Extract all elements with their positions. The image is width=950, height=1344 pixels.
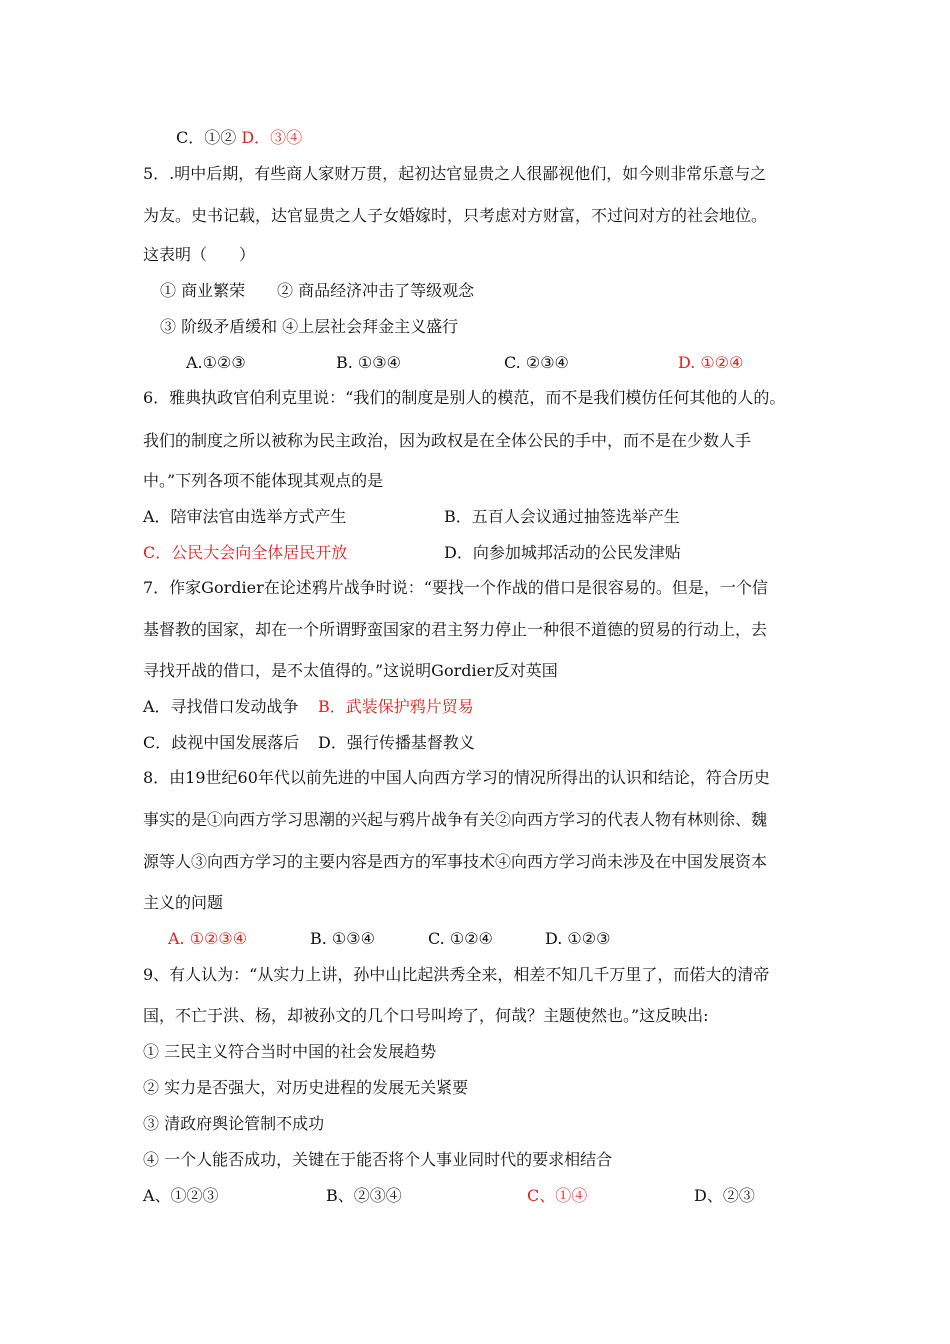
q6-option-c-answer: C．公民大会向全体居民开放 [143, 543, 348, 562]
q9-statement-4: ④ 一个人能否成功，关键在于能否将个人事业同时代的要求相结合 [143, 1150, 613, 1169]
q5-option-c: C. ②③④ [504, 353, 569, 372]
q5-stem-line3: 这表明（ ） [143, 245, 256, 264]
q7-stem-line1: 7．作家Gordier在论述鸦片战争时说：“要找一个作战的借口是很容易的。但是，一个信 [143, 578, 768, 597]
q8-stem-line2: 事实的是①向西方学习思潮的兴起与鸦片战争有关②向西方学习的代表人物有林则徐、魏 [143, 810, 768, 829]
q8-option-c: C. ①②④ [428, 929, 493, 948]
q5-option-b: B. ①③④ [336, 353, 401, 372]
q5-option-a: A.①②③ [186, 353, 246, 372]
q9-statement-3: ③ 清政府舆论管制不成功 [143, 1114, 325, 1133]
q8-option-b: B. ①③④ [310, 929, 375, 948]
q6-option-b: B．五百人会议通过抽签选举产生 [444, 507, 680, 526]
q9-option-d: D、②③ [694, 1186, 755, 1205]
q6-stem-line3: 中。”下列各项不能体现其观点的是 [143, 471, 384, 490]
q9-option-a: A、①②③ [143, 1186, 219, 1205]
q7-option-a: A．寻找借口发动战争 [143, 697, 299, 716]
q5-statement-1: ① 商业繁荣 [160, 281, 246, 300]
q8-stem-line4: 主义的问题 [143, 893, 224, 912]
q7-option-d: D．强行传播基督教义 [318, 733, 475, 752]
q7-stem-line2: 基督教的国家，却在一个所谓野蛮国家的君主努力停止一种很不道德的贸易的行动上，去 [143, 620, 768, 639]
q6-stem-line2: 我们的制度之所以被称为民主政治，因为政权是在全体公民的手中，而不是在少数人手 [143, 431, 752, 450]
q9-stem-line2: 国，不亡于洪、杨，却被孙文的几个口号叫垮了，何哉？主题使然也。”这反映出: [143, 1006, 709, 1025]
q5-option-d-answer: D. ①②④ [678, 353, 744, 372]
q9-statement-2: ② 实力是否强大，对历史进程的发展无关紧要 [143, 1078, 469, 1097]
q6-stem-line1: 6．雅典执政官伯利克里说：“我们的制度是别人的模范，而不是我们模仿任何其他的人的。 [143, 388, 786, 407]
q9-statement-1: ① 三民主义符合当时中国的社会发展趋势 [143, 1042, 437, 1061]
q8-stem-line1: 8．由19世纪60年代以前先进的中国人向西方学习的情况所得出的认识和结论，符合历史 [143, 768, 770, 787]
q8-option-a-answer: A. ①②③④ [168, 929, 248, 948]
q5-stem-line1: 5．.明中后期，有些商人家财万贯，起初达官显贵之人很鄙视他们，如今则非常乐意与之 [143, 164, 767, 183]
q7-option-c: C．歧视中国发展落后 [143, 733, 300, 752]
q9-option-c-answer: C、①④ [527, 1186, 588, 1205]
q4-options-cd [176, 128, 302, 148]
q6-option-d: D．向参加城邦活动的公民发津贴 [444, 543, 681, 562]
q4-option-c: C．①② [176, 128, 237, 147]
q4-option-d-answer: D．③④ [241, 128, 303, 147]
q9-stem-line1: 9、有人认为：“从实力上讲，孙中山比起洪秀全来，相差不知几千万里了，而偌大的清帝 [143, 965, 770, 984]
q5-statement-2: ② 商品经济冲击了等级观念 [277, 281, 475, 300]
q5-stem-line2: 为友。史书记载，达官显贵之人子女婚嫁时，只考虑对方财富，不过问对方的社会地位。 [143, 206, 768, 225]
q7-stem-line3: 寻找开战的借口，是不太值得的。”这说明Gordier反对英国 [143, 661, 558, 680]
q5-statements-3-4: ③ 阶级矛盾缓和 ④上层社会拜金主义盛行 [160, 317, 459, 336]
q6-option-a: A．陪审法官由选举方式产生 [143, 507, 347, 526]
q7-option-b-answer: B．武装保护鸦片贸易 [318, 697, 474, 716]
q8-stem-line3: 源等人③向西方学习的主要内容是西方的军事技术④向西方学习尚未涉及在中国发展资本 [143, 852, 768, 871]
q9-option-b: B、②③④ [326, 1186, 402, 1205]
q8-option-d: D. ①②③ [545, 929, 611, 948]
